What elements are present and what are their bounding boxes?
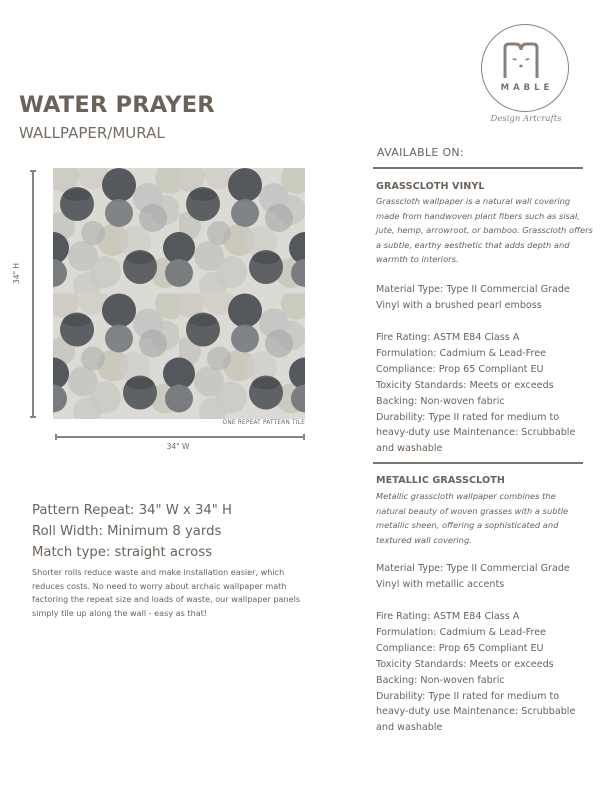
- detail-line: and washable: [376, 443, 443, 455]
- description-line: a subtle, earthy aesthetic that adds depth and: [376, 239, 570, 250]
- detail-line: Compliance: Prop 65 Compliant EU: [376, 363, 544, 375]
- spec-pattern-repeat: Pattern Repeat: 34" W x 34" H: [32, 503, 232, 518]
- section-divider: [373, 167, 583, 169]
- brand-logo: [477, 24, 575, 126]
- product-details: [376, 609, 608, 736]
- height-dimension-label: 34" H: [12, 262, 21, 284]
- detail-line: Toxicity Standards: Meets or exceeds: [376, 658, 554, 670]
- section-divider: [373, 462, 583, 464]
- tile-caption: ONE REPEAT PATTERN TILE: [222, 420, 305, 426]
- detail-line: heavy-duty use Maintenance: Scrubbable: [376, 706, 576, 718]
- detail-line: Backing: Non-woven fabric: [376, 674, 505, 686]
- material-type: [376, 561, 608, 593]
- detail-line: Fire Rating: ASTM E84 Class A: [376, 332, 520, 343]
- detail-line: and washable: [376, 722, 443, 734]
- material-line: Vinyl with a brushed pearl emboss: [376, 299, 542, 311]
- spec-description-line: simply tile up along the wall - easy as that!: [32, 608, 208, 619]
- section-description: [376, 489, 608, 547]
- spec-match-type: Match type: straight across: [32, 545, 213, 560]
- spec-description-line: Shorter rolls reduce waste and make installation easier, which: [32, 567, 285, 577]
- material-type: [376, 282, 608, 314]
- section-title-grasscloth-vinyl: GRASSCLOTH VINYL: [376, 181, 485, 192]
- description-line: Grasscloth wallpaper is a natural wall covering: [376, 196, 571, 206]
- pattern-tile-image: [53, 168, 305, 419]
- logo-tagline: Design Artcrafts: [490, 114, 562, 124]
- width-dimension-arrow: [55, 436, 305, 438]
- detail-line: Formulation: Cadmium & Lead-Free: [376, 347, 547, 359]
- product-title: WATER PRAYER: [19, 92, 215, 118]
- material-line: Vinyl with metallic accents: [376, 578, 505, 590]
- description-line: Metallic grasscloth wallpaper combines the: [376, 491, 556, 501]
- description-line: jute, hemp, arrowroot, or bamboo. Grasscloth offers: [376, 225, 593, 236]
- detail-line: Backing: Non-woven fabric: [376, 395, 505, 407]
- width-dimension-label: 34" W: [166, 442, 190, 451]
- spec-description-line: factoring the repeat size and loads of waste, our wallpaper panels: [32, 594, 301, 605]
- detail-line: Formulation: Cadmium & Lead-Free: [376, 626, 547, 638]
- height-dimension-arrow: [32, 170, 34, 418]
- pattern-tile-fill: [53, 168, 305, 419]
- description-line: natural beauty of woven grasses with a subtle: [376, 505, 569, 516]
- available-on-heading: AVAILABLE ON:: [377, 146, 464, 159]
- description-line: warmth to interiors.: [376, 254, 459, 265]
- section-description: [376, 194, 608, 267]
- material-line: Material Type: Type II Commercial Grade: [376, 284, 570, 295]
- logo-wordmark: MABLE: [500, 83, 554, 93]
- detail-line: Toxicity Standards: Meets or exceeds: [376, 379, 554, 391]
- description-line: metallic sheen, offering a sophisticated and: [376, 520, 559, 531]
- section-title-metallic-grasscloth: METALLIC GRASSCLOTH: [376, 475, 506, 486]
- product-subtitle: WALLPAPER/MURAL: [19, 124, 165, 142]
- logo-monogram-icon: [503, 42, 539, 78]
- spec-description-line: reduces costs. No need to worry about archaic wallpaper math: [32, 580, 287, 591]
- spec-roll-width: Roll Width: Minimum 8 yards: [32, 524, 222, 539]
- description-line: made from handwoven plant fibers such as sisal,: [376, 210, 580, 221]
- detail-line: Durability: Type II rated for medium to: [376, 411, 560, 423]
- description-line: textured wall covering.: [376, 534, 472, 545]
- detail-line: Fire Rating: ASTM E84 Class A: [376, 611, 520, 622]
- detail-line: Compliance: Prop 65 Compliant EU: [376, 642, 544, 654]
- product-details: [376, 330, 608, 457]
- detail-line: Durability: Type II rated for medium to: [376, 690, 560, 702]
- detail-line: heavy-duty use Maintenance: Scrubbable: [376, 427, 576, 439]
- material-line: Material Type: Type II Commercial Grade: [376, 563, 570, 574]
- spec-description: [32, 566, 332, 621]
